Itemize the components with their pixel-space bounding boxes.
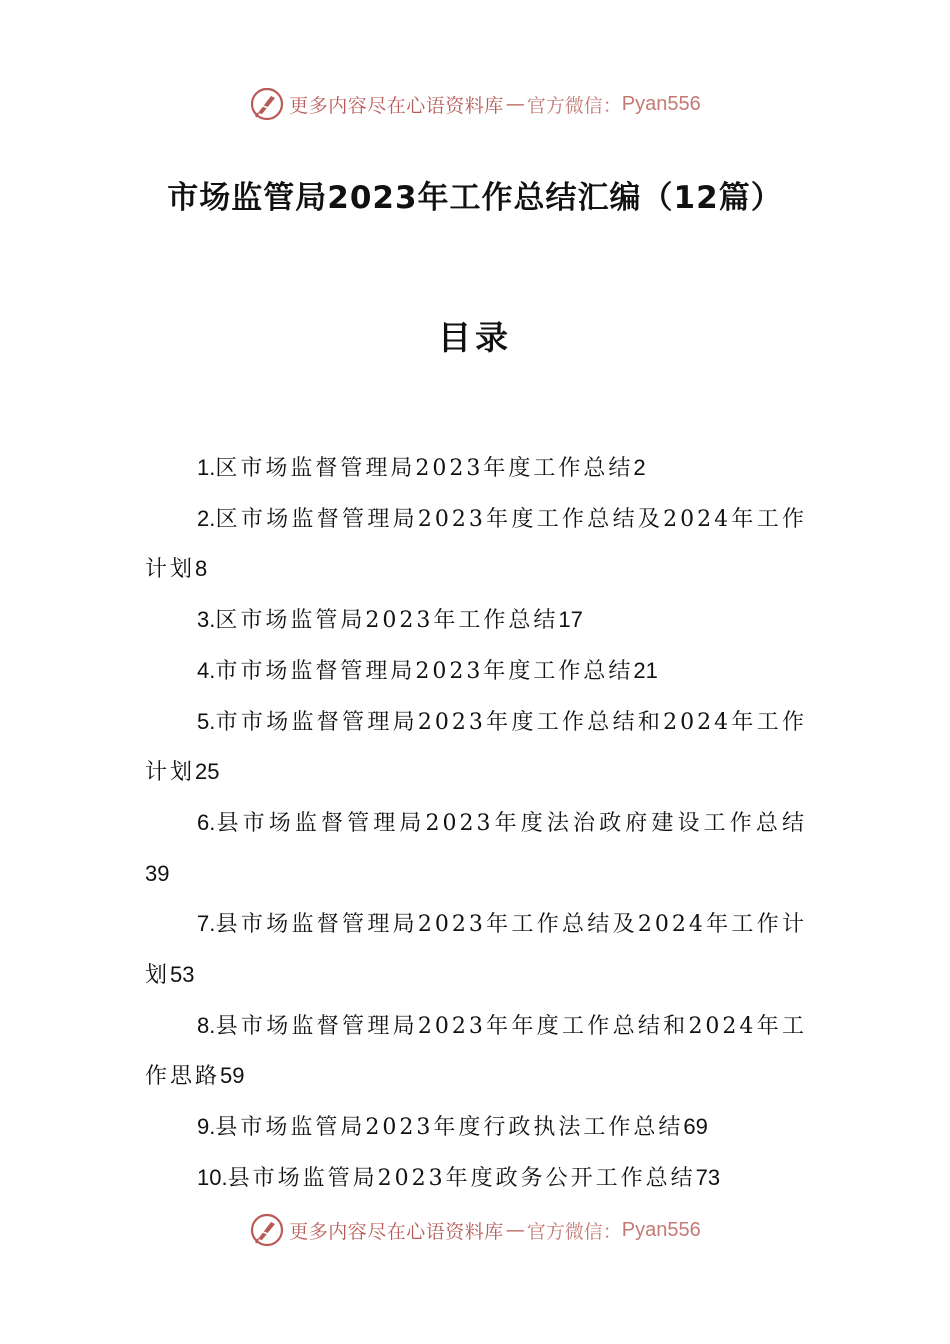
banner-main-text: 更多内容尽在心语资料库: [289, 1220, 504, 1243]
toc-entry-title: 市市场监督管理局2023年度工作总结: [215, 658, 634, 684]
toc-entry-title: 区市场监督管理局2023年度工作总结: [215, 456, 634, 481]
toc-entry-number: 7.: [197, 911, 216, 937]
toc-entry-title: 县市场监管局2023年度行政执法工作总结: [215, 1115, 684, 1141]
toc-entry-number: 6.: [197, 809, 216, 835]
footer-banner: [0, 1208, 950, 1252]
toc-entry: [145, 646, 807, 697]
banner-sub-text: 官方微信：: [526, 94, 622, 117]
toc-entry-page: 21: [633, 657, 658, 683]
banner-sub-text: 官方微信：: [526, 1220, 622, 1243]
toc-entry: [145, 443, 807, 494]
quill-pen-icon: [249, 86, 285, 122]
toc-entry-number: 5.: [197, 708, 216, 734]
toc-entry-title: 县市场监管局2023年度政务公开工作总结: [227, 1165, 696, 1191]
toc-entry-title: 县市场监督管理局2023年年度工作总结和2024年工作思路: [145, 1013, 807, 1090]
toc-entry-page: 17: [558, 607, 583, 633]
quill-pen-icon: [249, 1212, 285, 1248]
toc-entry: [145, 798, 807, 899]
toc-entry-page: 25: [195, 759, 220, 785]
toc-entry-title: 区市场监督管理局2023年度工作总结及2024年工作计划: [145, 506, 807, 583]
banner-separator: —: [505, 1219, 525, 1241]
toc-entry: [145, 1102, 807, 1153]
toc-entry-page: 73: [695, 1164, 721, 1190]
toc-entry-page: 39: [145, 860, 170, 886]
toc-entry-number: 8.: [197, 1012, 216, 1038]
toc-entry-number: 2.: [197, 505, 216, 531]
banner-separator: —: [505, 93, 525, 115]
toc-entry-page: 69: [683, 1114, 708, 1140]
banner-wechat-id: Pyan556: [621, 92, 701, 115]
banner-main-text: 更多内容尽在心语资料库: [289, 94, 504, 117]
toc-entry: [145, 1001, 807, 1102]
document-title: 市场监管局2023年工作总结汇编（12篇）: [167, 180, 783, 216]
toc-entry-page: 59: [220, 1063, 245, 1089]
toc-entry: [145, 595, 807, 646]
banner-wechat-id: Pyan556: [621, 1218, 701, 1241]
table-of-contents: [145, 443, 807, 1204]
toc-entry-number: 9.: [197, 1114, 216, 1140]
header-banner: [0, 82, 950, 126]
toc-entry: [145, 899, 807, 1000]
toc-entry-page: 53: [170, 962, 195, 988]
toc-entry-number: 1.: [197, 455, 216, 480]
toc-entry-title: 区市场监管局2023年工作总结: [215, 608, 559, 634]
toc-entry-number: 4.: [197, 657, 216, 683]
toc-entry-number: 3.: [197, 607, 216, 633]
toc-entry: [145, 1153, 807, 1204]
toc-heading: 目录: [438, 318, 512, 357]
toc-entry-title: 县市场监督管理局2023年工作总结及2024年工作计划: [145, 912, 807, 989]
toc-entry-number: 10.: [197, 1164, 228, 1190]
toc-entry: [145, 697, 807, 798]
toc-entry-page: 8: [195, 556, 208, 582]
toc-entry: [145, 494, 807, 595]
toc-entry-title: 市市场监督管理局2023年度工作总结和2024年工作计划: [145, 709, 807, 786]
toc-entry-page: 2: [633, 455, 646, 480]
toc-entry-title: 县市场监督管理局2023年度法治政府建设工作总结: [215, 810, 807, 836]
